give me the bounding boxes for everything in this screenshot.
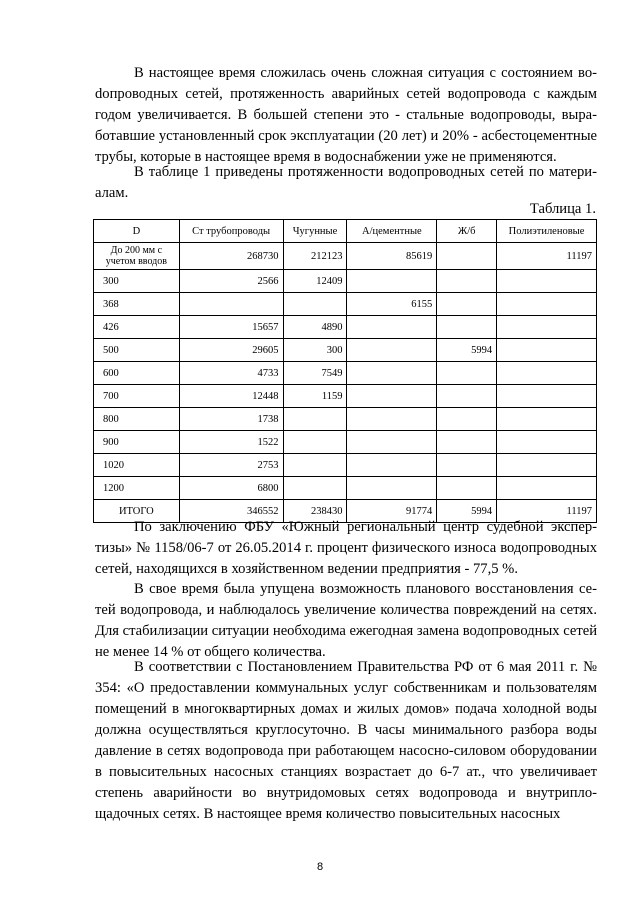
page-number: 8 <box>316 861 324 873</box>
length-cell <box>283 477 347 500</box>
length-cell: 6800 <box>179 477 283 500</box>
length-cell <box>497 385 597 408</box>
diameter-cell: 700 <box>94 385 180 408</box>
length-cell: 4890 <box>283 316 347 339</box>
table-row <box>94 316 597 339</box>
diameter-cell: 600 <box>94 362 180 385</box>
diameter-cell: 500 <box>94 339 180 362</box>
length-cell <box>437 293 497 316</box>
paragraph-5: В соответствии с Постановлением Правительства РФ от 6 мая 2011 г. № 354: «О предоставлении коммунальных услуг собственникам и пользователям помещений в многоквартирных домах и жилых домов» подача холодной воды должна осуществляться круглосуточно. В часы минимального разбора воды давление в сетях водопровода при работающем насосно-силовом оборудовании в повысительных насосных станциях возрастает до 6-7 ат., что увеличивает степень аварийности во внутридомовых сетях водопровода и внутриплощадочных сетях. В настоящее время количество повысительных насосных <box>95 659 597 822</box>
length-cell <box>179 293 283 316</box>
length-cell <box>497 431 597 454</box>
length-cell <box>283 454 347 477</box>
table-row <box>94 477 597 500</box>
length-cell <box>283 293 347 316</box>
column-header: Ст трубопроводы <box>179 220 283 243</box>
table-row <box>94 293 597 316</box>
length-cell <box>497 477 597 500</box>
length-cell <box>497 454 597 477</box>
length-cell <box>347 431 437 454</box>
length-cell <box>437 316 497 339</box>
table-caption: Таблица 1. <box>529 201 596 217</box>
length-cell <box>347 477 437 500</box>
length-cell: 5994 <box>437 500 497 523</box>
length-cell: 1522 <box>179 431 283 454</box>
length-cell: 1159 <box>283 385 347 408</box>
table-row <box>94 270 597 293</box>
length-cell <box>347 316 437 339</box>
diameter-cell: До 200 мм с учетом вводов <box>94 243 180 270</box>
table-header-row <box>94 220 597 243</box>
length-cell <box>347 408 437 431</box>
length-cell: 11197 <box>497 243 597 270</box>
length-cell: 12448 <box>179 385 283 408</box>
length-cell <box>437 362 497 385</box>
diameter-cell: ИТОГО <box>94 500 180 523</box>
length-cell: 91774 <box>347 500 437 523</box>
length-cell <box>437 477 497 500</box>
table-row <box>94 431 597 454</box>
length-cell <box>497 270 597 293</box>
length-cell <box>347 362 437 385</box>
length-cell: 2753 <box>179 454 283 477</box>
diameter-cell: 368 <box>94 293 180 316</box>
column-header: Полиэтиленовые <box>497 220 597 243</box>
diameter-cell: 300 <box>94 270 180 293</box>
length-cell <box>437 270 497 293</box>
paragraph-2: В таблице 1 приведены протяженности водопроводных сетей по материалам. <box>95 164 597 201</box>
length-cell <box>437 385 497 408</box>
length-cell: 6155 <box>347 293 437 316</box>
length-cell: 212123 <box>283 243 347 270</box>
table-row <box>94 385 597 408</box>
length-cell: 29605 <box>179 339 283 362</box>
length-cell: 300 <box>283 339 347 362</box>
diameter-cell: 800 <box>94 408 180 431</box>
length-cell <box>347 339 437 362</box>
length-cell: 85619 <box>347 243 437 270</box>
paragraph-4: В свое время была упущена возможность планового восстановления сетей водопровода, и наблюдалось увеличение количества повреждений на сетях. Для стабилизации ситуации необходима ежегодная замена водопроводных сетей не менее 14 % от общего количества. <box>95 581 598 660</box>
length-cell <box>283 431 347 454</box>
length-cell: 12409 <box>283 270 347 293</box>
length-cell <box>347 454 437 477</box>
length-cell <box>497 339 597 362</box>
pipe-length-table <box>93 219 597 523</box>
length-cell: 15657 <box>179 316 283 339</box>
length-cell <box>347 270 437 293</box>
length-cell <box>437 431 497 454</box>
length-cell: 346552 <box>179 500 283 523</box>
length-cell <box>497 293 597 316</box>
length-cell: 11197 <box>497 500 597 523</box>
length-cell: 2566 <box>179 270 283 293</box>
table-row <box>94 408 597 431</box>
length-cell: 1738 <box>179 408 283 431</box>
paragraph-3: По заключению ФБУ «Южный региональный центр судебной экспертизы» № 1158/06-7 от 26.05.2014 г. процент физического износа водопроводных сетей, находящихся в хозяйственном ведении предприятия - 77,5 %. <box>95 519 597 577</box>
length-cell <box>497 362 597 385</box>
length-cell: 5994 <box>437 339 497 362</box>
diameter-cell: 426 <box>94 316 180 339</box>
length-cell: 4733 <box>179 362 283 385</box>
table-row <box>94 454 597 477</box>
length-cell: 268730 <box>179 243 283 270</box>
length-cell <box>347 385 437 408</box>
table-row <box>94 243 597 270</box>
table-row <box>94 362 597 385</box>
length-cell <box>437 243 497 270</box>
length-cell <box>283 408 347 431</box>
length-cell <box>437 454 497 477</box>
length-cell: 238430 <box>283 500 347 523</box>
table-row <box>94 339 597 362</box>
column-header: Ж/б <box>437 220 497 243</box>
column-header: Чугунные <box>283 220 347 243</box>
length-cell <box>437 408 497 431</box>
diameter-cell: 900 <box>94 431 180 454</box>
paragraph-1: В настоящее время сложилась очень сложная ситуация с состоянием воdопроводных сетей, протяженность аварийных сетей водопровода с каждым годом увеличивается. В большей степени это - стальные водопроводы, выработавшие установленный срок эксплуатации (20 лет) и 20% - асбестоцементные трубы, которые в настоящее время в водоснабжении уже не применяются. <box>95 65 597 165</box>
column-header: D <box>94 220 180 243</box>
length-cell <box>497 408 597 431</box>
diameter-cell: 1020 <box>94 454 180 477</box>
length-cell <box>497 316 597 339</box>
length-cell: 7549 <box>283 362 347 385</box>
column-header: А/цементные <box>347 220 437 243</box>
diameter-cell: 1200 <box>94 477 180 500</box>
